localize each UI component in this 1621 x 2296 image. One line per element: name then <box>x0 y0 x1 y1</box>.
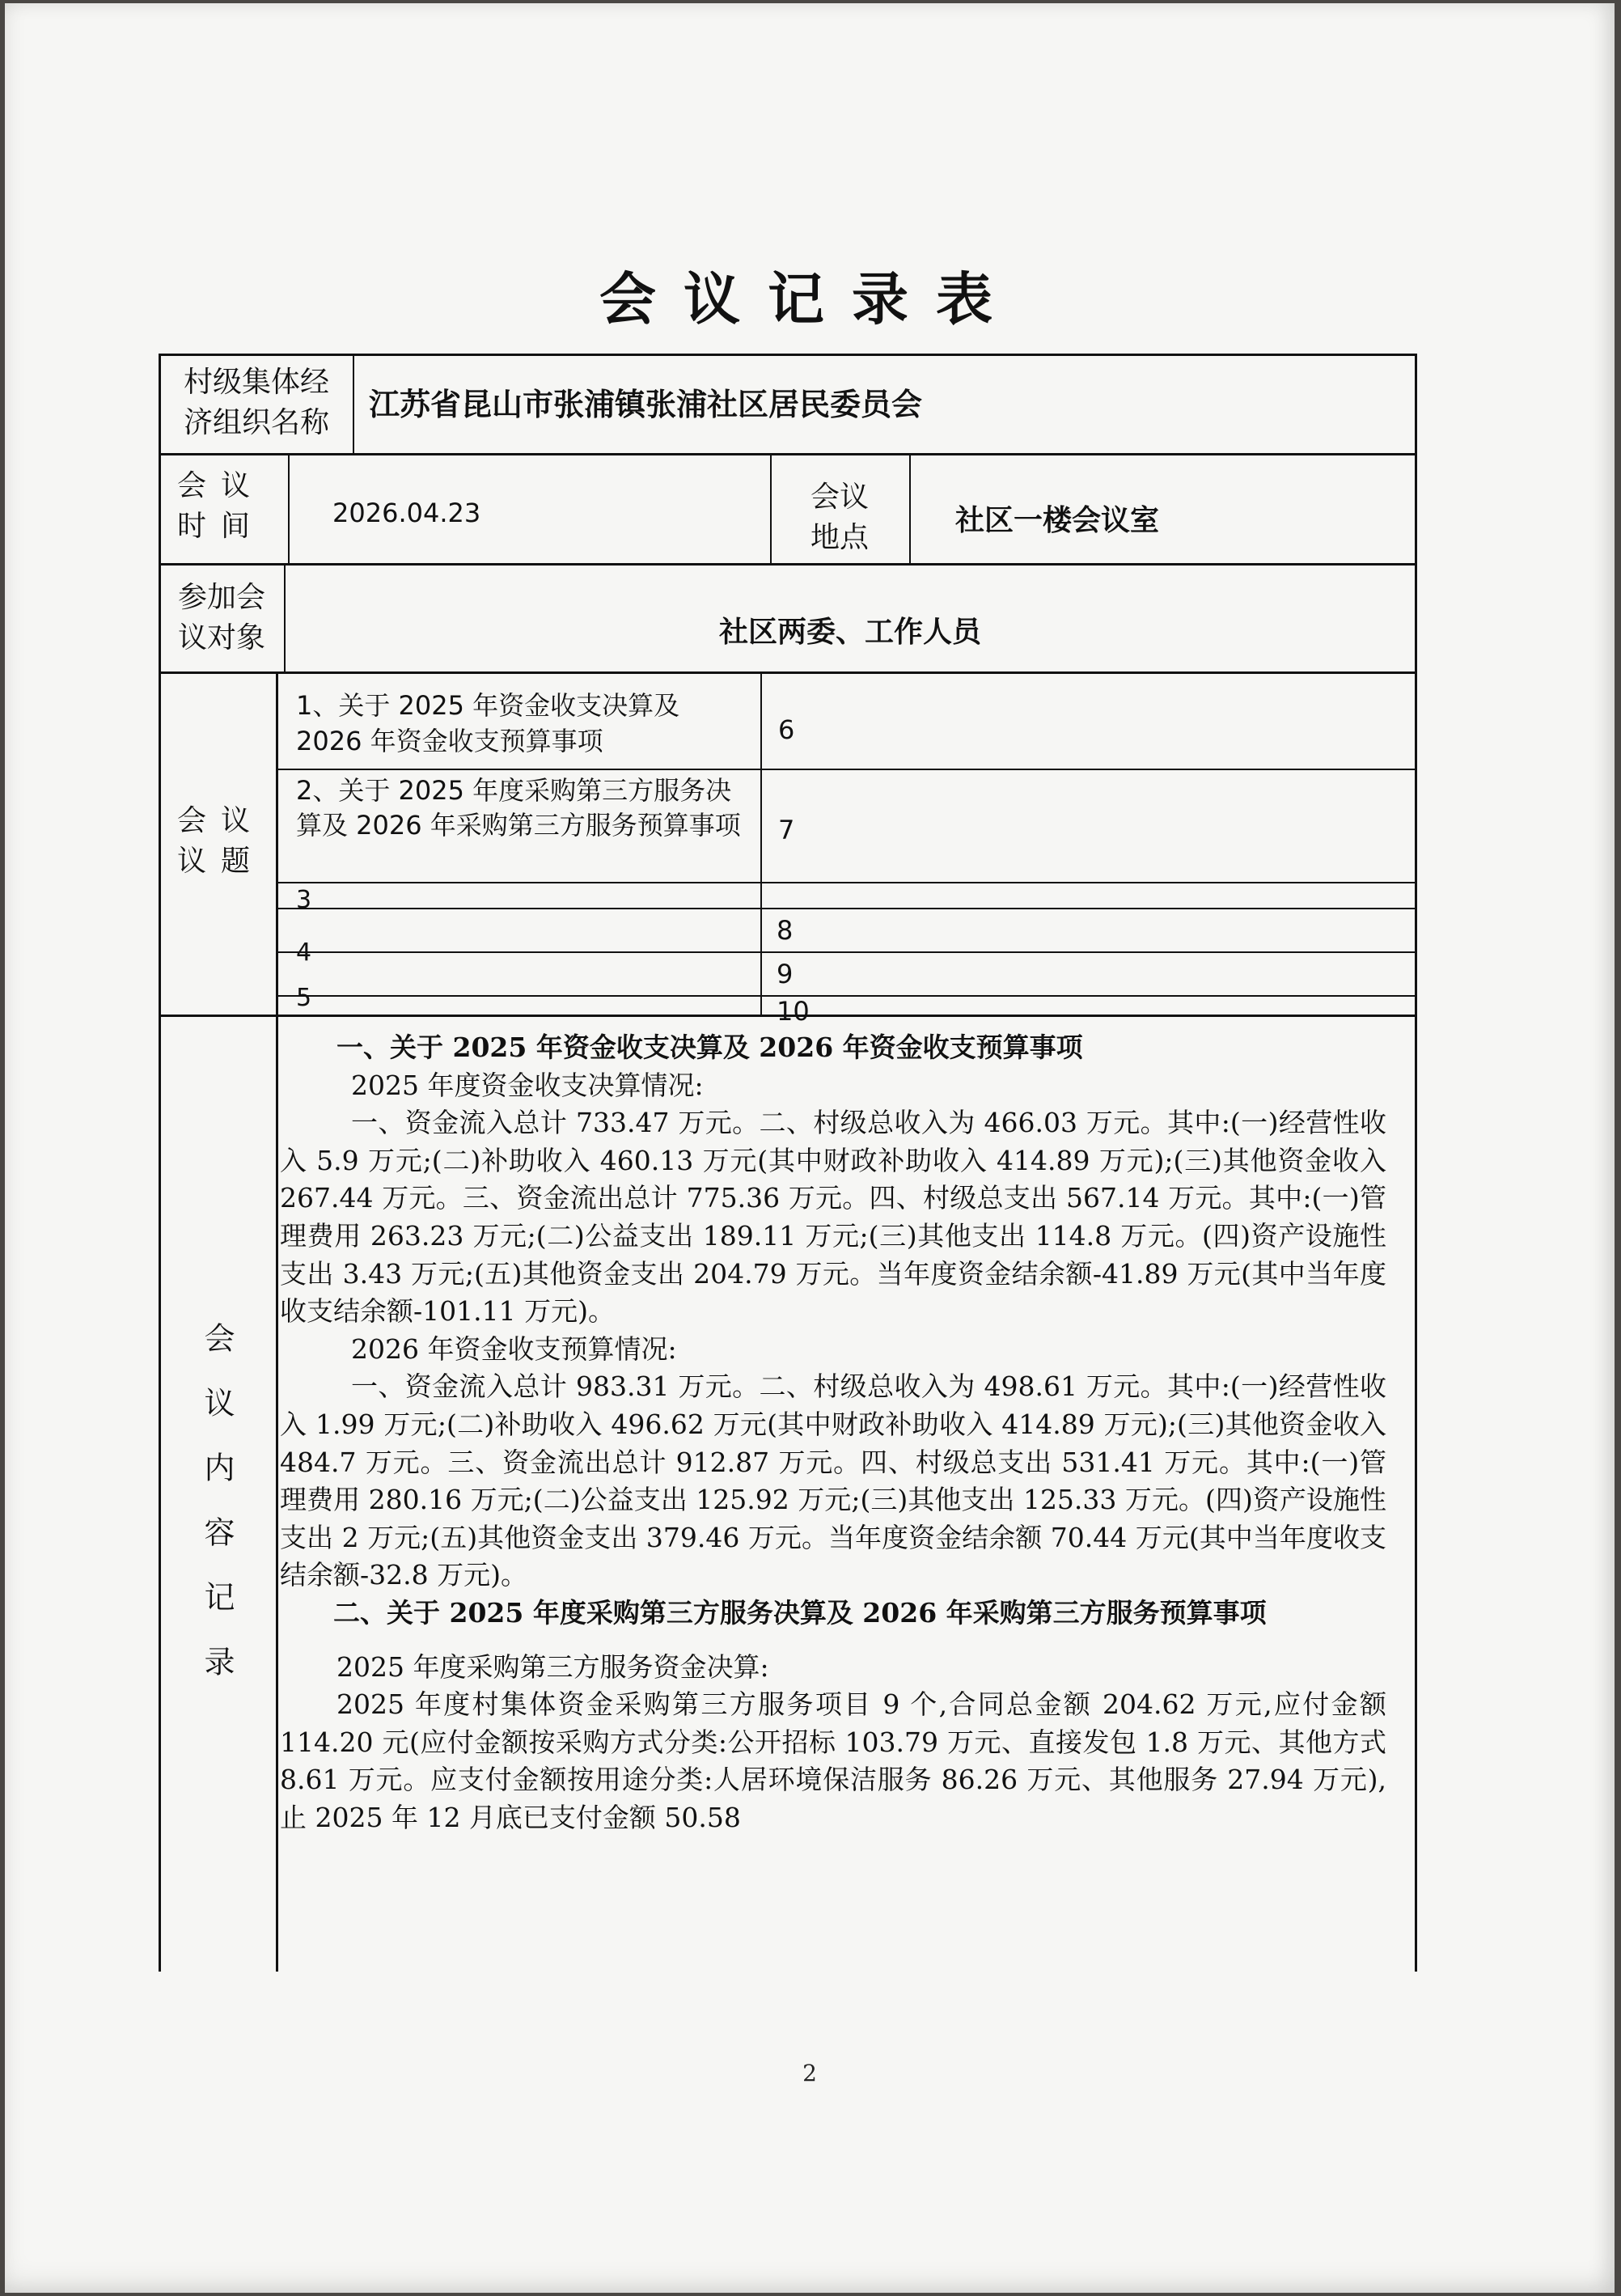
place-label: 会议地点 <box>810 481 869 554</box>
time-value: 2026.04.23 <box>332 498 481 528</box>
row-divider <box>276 908 1417 909</box>
minutes-label <box>184 1322 235 1710</box>
col-divider <box>288 453 290 565</box>
col-divider <box>276 671 278 1972</box>
row-divider <box>276 995 1417 997</box>
minutes-paragraph: 2025 年度资金收支决算情况: <box>351 1069 704 1101</box>
topic-2-right: 7 <box>778 815 795 845</box>
topic-3-right: 8 <box>777 915 794 946</box>
org-label: 村级集体经济组织名称 <box>183 366 329 439</box>
col-divider <box>760 671 762 1016</box>
topic-1-left: 1、关于 2025 年资金收支决算及 2026 年资金收支预算事项 <box>296 690 680 756</box>
row-divider <box>159 453 1417 455</box>
minutes-body <box>280 1029 1386 1836</box>
minutes-paragraph: 2025 年度采购第三方服务资金决算: <box>336 1650 769 1683</box>
col-divider <box>353 354 354 455</box>
minutes-paragraph: 2026 年资金收支预算情况: <box>351 1332 677 1365</box>
minutes-paragraph: 2025 年度村集体资金采购第三方服务项目 9 个,合同总金额 204.62 万元,应付金额 114.20 元(应付金额按采购方式分类:公开招标 103.79 万元、直接发包 1.8 万元、其他方式 8.61 万元。应支付金额按用途分类:人居环境保洁服务 86.26 万元、其他服务 27.94 万元),止 2025 年 12 月底已支付金额 50.58 <box>280 1688 1386 1833</box>
table-border-top <box>159 354 1417 356</box>
row-divider <box>276 951 1417 953</box>
topic-5-left: 5 <box>296 984 312 1012</box>
table-border-left <box>159 354 161 1972</box>
topics-label: 会议议题 <box>176 804 265 878</box>
minutes-paragraph: 一、资金流入总计 733.47 万元。二、村级总收入为 466.03 万元。其中:(一)经营性收入 5.9 万元;(二)补助收入 460.13 万元(其中财政补助收入 414.89 万元);(三)其他资金收入 267.44 万元。三、资金流出总计 775.36 万元。四、村级总支出 567.14 万元。其中:(一)管理费用 263.23 万元;(二)公益支出 189.11 万元;(三)其他支出 114.8 万元。(四)资产设施性支出 3.43 万元;(五)其他资金支出 204.79 万元。当年度资金结余额-41.89 万元(其中当年度收支结余额-101.11 万元)。 <box>280 1107 1386 1328</box>
topic-5-right: 10 <box>777 996 810 1027</box>
col-divider <box>909 453 911 565</box>
document-page <box>5 3 1615 2293</box>
attendees-value: 社区两委、工作人员 <box>718 616 981 649</box>
place-value: 社区一楼会议室 <box>955 504 1160 537</box>
page-number: 2 <box>802 2060 817 2086</box>
table-border-right <box>1415 354 1417 1972</box>
row-divider <box>276 769 1417 770</box>
minutes-paragraph: 一、资金流入总计 983.31 万元。二、村级总收入为 498.61 万元。其中:(一)经营性收入 1.99 万元;(二)补助收入 496.62 万元(其中财政补助收入 414.89 万元);(三)其他资金收入 484.7 万元。三、资金流出总计 912.87 万元。四、村级总支出 531.41 万元。其中:(一)管理费用 280.16 万元;(二)公益支出 125.92 万元;(三)其他支出 125.33 万元。(四)资产设施性支出 2 万元;(五)其他资金支出 379.46 万元。当年度资金结余额 70.44 万元(其中当年度收支结余额-32.8 万元)。 <box>280 1370 1386 1591</box>
org-name: 江苏省昆山市张浦镇张浦社区居民委员会 <box>369 387 923 422</box>
row-divider <box>159 563 1417 566</box>
row-divider <box>276 882 1417 883</box>
topic-4-left: 4 <box>296 938 312 967</box>
minutes-section-2-heading: 二、关于 2025 年度采购第三方服务决算及 2026 年采购第三方服务预算事项 <box>333 1596 1267 1629</box>
topic-1-right: 6 <box>778 714 795 745</box>
topic-3-left: 3 <box>296 886 312 914</box>
topic-4-right: 9 <box>777 959 794 989</box>
row-divider <box>159 671 1417 674</box>
col-divider <box>770 453 772 565</box>
attendees-label: 参加会议对象 <box>177 581 265 654</box>
minutes-label-text: 会议内容记录 <box>199 1322 235 1710</box>
topic-2-left: 2、关于 2025 年度采购第三方服务决算及 2026 年采购第三方服务预算事项 <box>296 775 741 841</box>
page-title: 会议记录表 <box>599 266 1020 333</box>
time-label: 会议时间 <box>176 469 265 543</box>
minutes-section-1-heading: 一、关于 2025 年资金收支决算及 2026 年资金收支预算事项 <box>336 1032 1083 1063</box>
